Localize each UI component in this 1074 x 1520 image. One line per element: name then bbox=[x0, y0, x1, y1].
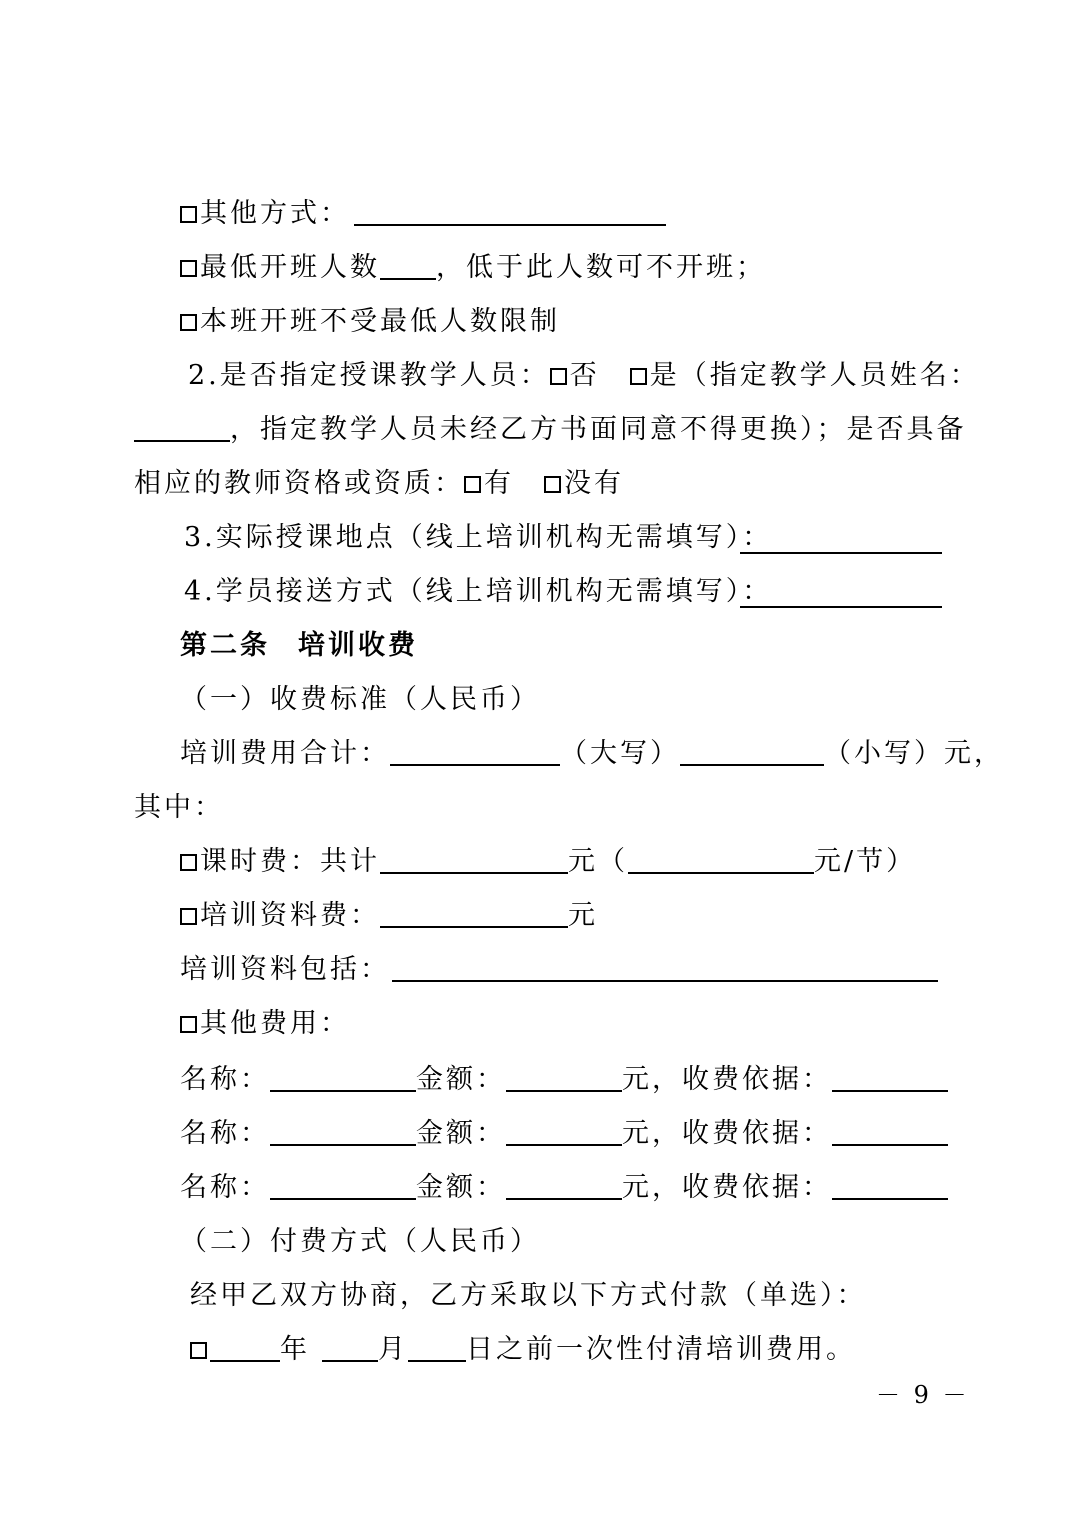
checkbox-other-method[interactable] bbox=[180, 206, 197, 223]
teacher-name-blank[interactable] bbox=[134, 416, 230, 442]
checkbox-material-fee[interactable] bbox=[180, 908, 197, 925]
checkbox-teacher-no[interactable] bbox=[550, 368, 567, 385]
checkbox-other-fees[interactable] bbox=[180, 1016, 197, 1033]
checkbox-qualified-no[interactable] bbox=[544, 476, 561, 493]
fee-amount-blank[interactable] bbox=[506, 1174, 622, 1200]
checkbox-one-time-payment[interactable] bbox=[190, 1342, 207, 1359]
lesson-fee-total-blank[interactable] bbox=[380, 848, 568, 874]
material-fee-blank[interactable] bbox=[380, 902, 568, 928]
line-no-min-limit: 本班开班不受最低人数限制 bbox=[180, 305, 560, 339]
line-material-includes: 培训资料包括： bbox=[180, 953, 938, 987]
fee-row: 名称： 金额： 元，收费依据： bbox=[180, 1171, 948, 1205]
pickup-method-blank[interactable] bbox=[740, 582, 942, 608]
section-fee-standard: （一）收费标准（人民币） bbox=[180, 684, 540, 715]
section-payment-method: （二）付费方式（人民币） bbox=[180, 1226, 540, 1257]
material-includes-blank[interactable] bbox=[392, 956, 938, 982]
fee-amount-blank[interactable] bbox=[506, 1120, 622, 1146]
line-payment-agreement: 经甲乙双方协商，乙方采取以下方式付款（单选）： bbox=[190, 1280, 867, 1311]
payment-year-blank[interactable] bbox=[210, 1336, 280, 1362]
checkbox-no-min-limit[interactable] bbox=[180, 314, 197, 331]
fee-basis-blank[interactable] bbox=[832, 1066, 948, 1092]
total-fee-numeric-blank[interactable] bbox=[680, 740, 824, 766]
checkbox-teacher-yes[interactable] bbox=[630, 368, 647, 385]
teaching-location-blank[interactable] bbox=[740, 528, 942, 554]
fee-name-blank[interactable] bbox=[270, 1174, 416, 1200]
line-min-class-size: 最低开班人数 ，低于此人数可不开班； bbox=[180, 251, 766, 285]
fee-row: 名称： 金额： 元，收费依据： bbox=[180, 1063, 948, 1097]
line-teacher-name-cont: ，指定教学人员未经乙方书面同意不得更换）；是否具备 bbox=[134, 413, 967, 447]
checkbox-lesson-fee[interactable] bbox=[180, 854, 197, 871]
line-designated-teacher: 2.是否指定授课教学人员： 否 是（指定教学人员姓名： bbox=[188, 360, 980, 391]
line-material-fee: 培训资料费： 元 bbox=[180, 899, 598, 933]
line-other-method: 其他方式： bbox=[180, 197, 666, 231]
checkbox-min-class-size[interactable] bbox=[180, 260, 197, 277]
article-2-heading: 第二条 培训收费 bbox=[180, 630, 418, 661]
fee-basis-blank[interactable] bbox=[832, 1174, 948, 1200]
line-total-fee: 培训费用合计： （大写） （小写）元， bbox=[180, 738, 1004, 769]
line-pickup-method: 4.学员接送方式（线上培训机构无需填写）： bbox=[184, 576, 773, 607]
line-other-fees: 其他费用： bbox=[180, 1007, 350, 1041]
min-class-size-blank[interactable] bbox=[380, 254, 436, 280]
line-among: 其中： bbox=[134, 792, 224, 823]
fee-amount-blank[interactable] bbox=[506, 1066, 622, 1092]
payment-day-blank[interactable] bbox=[408, 1336, 466, 1362]
line-one-time-payment: 年 月 日之前一次性付清培训费用。 bbox=[190, 1333, 856, 1367]
page-number: － 9 － bbox=[876, 1381, 970, 1409]
total-fee-capital-blank[interactable] bbox=[390, 740, 560, 766]
fee-name-blank[interactable] bbox=[270, 1066, 416, 1092]
fee-row: 名称： 金额： 元，收费依据： bbox=[180, 1117, 948, 1151]
lesson-fee-per-blank[interactable] bbox=[628, 848, 814, 874]
checkbox-qualified-yes[interactable] bbox=[464, 476, 481, 493]
fee-name-blank[interactable] bbox=[270, 1120, 416, 1146]
line-lesson-fee: 课时费：共计 元（ 元/节） bbox=[180, 845, 916, 879]
line-teaching-location: 3.实际授课地点（线上培训机构无需填写）： bbox=[184, 522, 773, 553]
fee-basis-blank[interactable] bbox=[832, 1120, 948, 1146]
line-teacher-qualification: 相应的教师资格或资质： 有 没有 bbox=[134, 468, 624, 499]
payment-month-blank[interactable] bbox=[322, 1336, 378, 1362]
other-method-blank[interactable] bbox=[354, 200, 666, 226]
